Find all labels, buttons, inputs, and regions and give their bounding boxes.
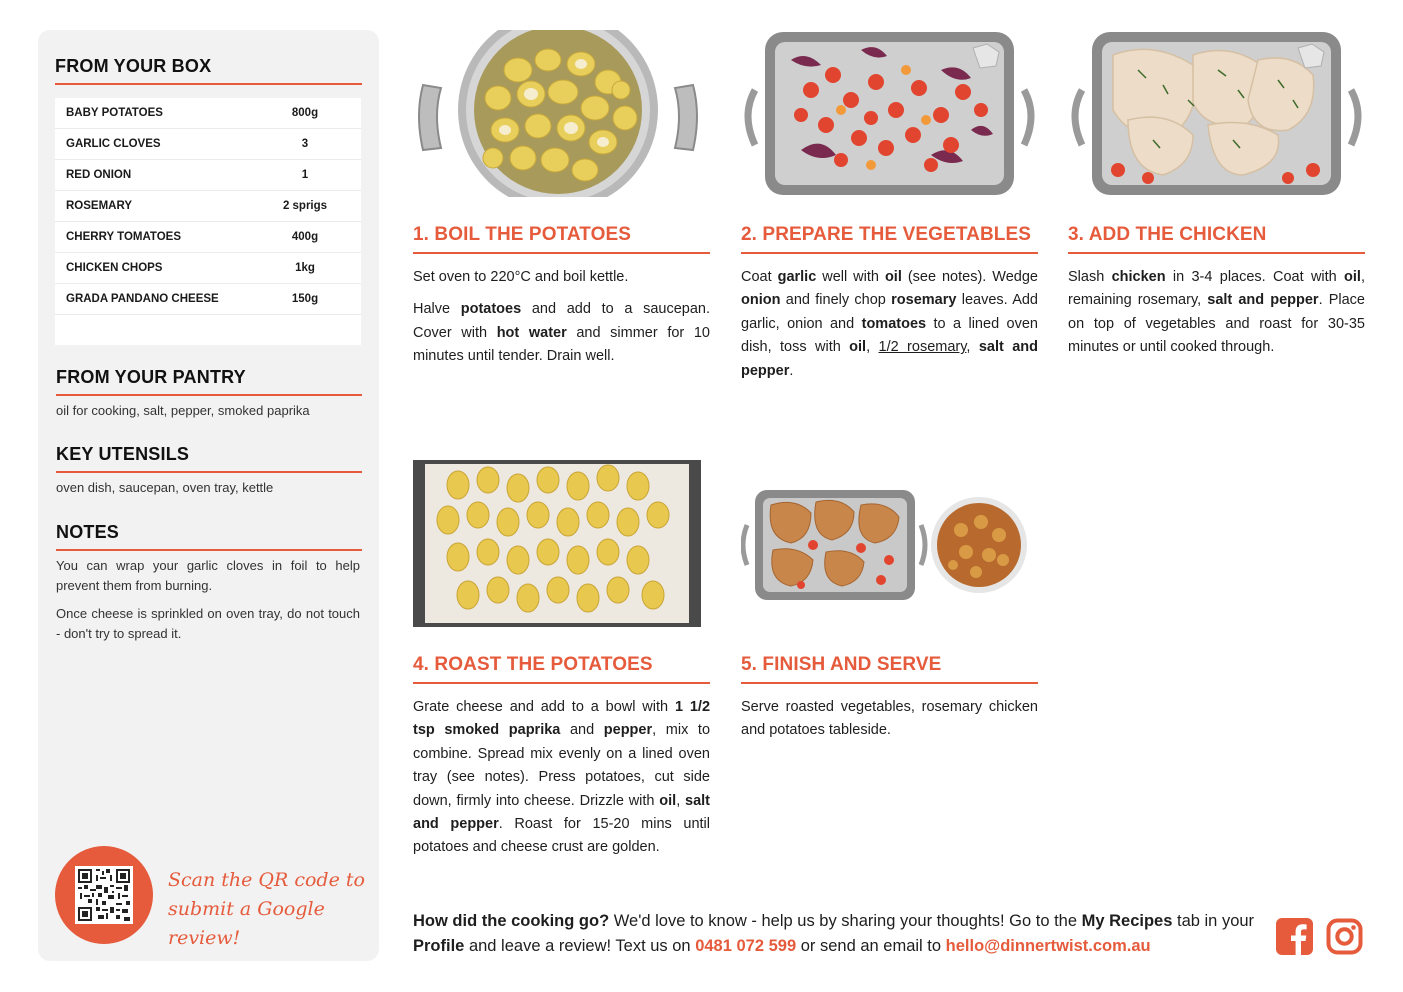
note-2: Once cheese is sprinkled on oven tray, do not touch - don't try to spread it.	[56, 606, 360, 641]
review-request-text: How did the cooking go? We'd love to know - help us by sharing your thoughts! Go to the My Recipes tab in your Profile and leave a review! Text us on 0481 072 599 or send an email to hello@dinnertwist.com.au	[413, 912, 1255, 955]
ingredient-row	[55, 253, 361, 284]
step-1-paragraph-2: Halve potatoes and add to a saucepan. Cover with hot water and simmer for 10 minutes until tender. Drain well.	[413, 301, 710, 365]
qr-cta-line-1: Scan the QR code to	[168, 869, 365, 891]
step-4-paragraph-1: Grate cheese and add to a bowl with 1 1/2 tsp smoked paprika and pepper, mix to combine. Spread mix evenly on a lined oven tray (see notes). Press potatoes, cut side down, firmly into cheese. Drizzle with oil, salt and pepper. Roast for 15-20 mins until potatoes and cheese crust are golden.	[413, 699, 711, 856]
chicken-dish-photo	[1068, 30, 1365, 197]
note-1: You can wrap your garlic cloves in foil to help prevent them from burning.	[56, 558, 360, 593]
step-3-paragraph-1: Slash chicken in 3-4 places. Coat with oil, remaining rosemary, salt and pepper. Place on top of vegetables and roast for 30-35 minutes or until cooked through.	[1068, 269, 1365, 356]
ingredient-qty: 3	[301, 138, 309, 150]
step-2-title: 2. PREPARE THE VEGETABLES	[741, 224, 1038, 254]
step-4-body	[413, 696, 710, 869]
step-1-title: 1. BOIL THE POTATOES	[413, 224, 710, 254]
ingredient-row	[55, 222, 361, 253]
finished-dish-photo	[741, 460, 1038, 627]
ingredient-qty: 400g	[291, 231, 319, 243]
step-5-title: 5. FINISH AND SERVE	[741, 654, 1038, 684]
ingredient-qty: 2 sprigs	[282, 200, 328, 212]
step-3-body	[1068, 266, 1365, 369]
qr-code-icon[interactable]	[75, 866, 133, 924]
ingredient-qty: 1	[301, 169, 309, 181]
utensils-text: oven dish, saucepan, oven tray, kettle	[56, 480, 274, 495]
key-utensils-title: KEY UTENSILS	[56, 444, 362, 473]
step-4-title: 4. ROAST THE POTATOES	[413, 654, 710, 684]
ingredient-row	[55, 98, 361, 129]
boiled-potatoes-photo	[413, 30, 703, 197]
ingredient-name: RED ONION	[66, 169, 132, 181]
ingredient-qty: 1kg	[295, 262, 315, 274]
ingredient-name: ROSEMARY	[66, 200, 133, 212]
facebook-icon[interactable]	[1276, 918, 1313, 955]
ingredient-qty: 150g	[291, 293, 319, 305]
step-5-paragraph-1: Serve roasted vegetables, rosemary chicken and potatoes tableside.	[741, 699, 1038, 739]
ingredient-name: BABY POTATOES	[66, 107, 163, 119]
qr-cta-line-2: submit a Google review!	[168, 898, 325, 949]
pantry-text: oil for cooking, salt, pepper, smoked paprika	[56, 403, 310, 418]
ingredient-row	[55, 160, 361, 191]
step-1-paragraph-1: Set oven to 220°C and boil kettle.	[413, 269, 629, 285]
ingredient-row	[55, 284, 361, 315]
email-link[interactable]: hello@dinnertwist.com.au	[945, 937, 1151, 955]
notes-title: NOTES	[56, 522, 362, 551]
ingredient-name: GARLIC CLOVES	[66, 138, 161, 150]
phone-number-link[interactable]: 0481 072 599	[695, 937, 797, 955]
ingredients-table	[55, 98, 361, 345]
instagram-icon[interactable]	[1326, 918, 1363, 955]
step-2-body	[741, 266, 1038, 392]
from-your-box-title: FROM YOUR BOX	[55, 56, 362, 85]
step-1-body	[413, 266, 710, 378]
ingredient-name: GRADA PANDANO CHEESE	[66, 293, 219, 305]
qr-badge[interactable]	[55, 846, 153, 944]
roasting-tray-photo	[413, 460, 701, 627]
from-your-pantry-title: FROM YOUR PANTRY	[56, 367, 362, 396]
step-2-paragraph-1: Coat garlic well with oil (see notes). Wedge onion and finely chop rosemary leaves. Add garlic, onion and tomatoes to a lined oven dish, toss with oil, 1/2 rosemary, salt and pepper.	[741, 269, 1038, 379]
ingredient-qty: 800g	[291, 107, 319, 119]
step-5-body	[741, 696, 1038, 752]
ingredient-row	[55, 129, 361, 160]
ingredients-panel	[38, 30, 379, 961]
ingredient-name: CHERRY TOMATOES	[66, 231, 182, 243]
ingredient-name: CHICKEN CHOPS	[66, 262, 163, 274]
ingredient-row	[55, 191, 361, 222]
step-3-title: 3. ADD THE CHICKEN	[1068, 224, 1365, 254]
vegetables-dish-photo	[741, 30, 1038, 197]
qr-call-to-action	[168, 866, 368, 953]
